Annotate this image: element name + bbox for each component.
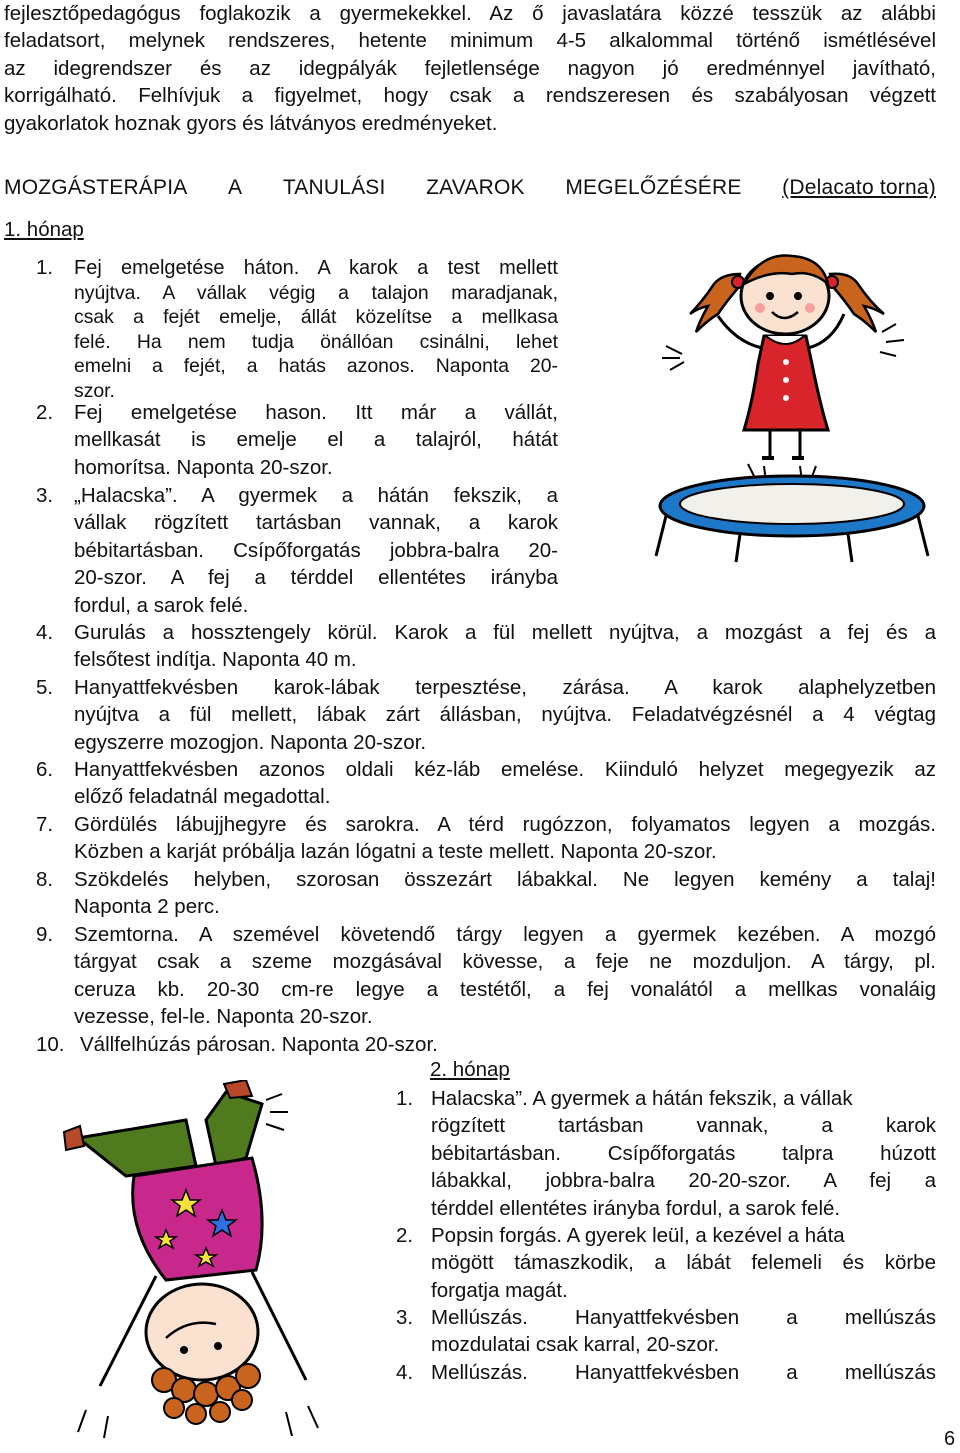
intro-line: az idegrendszer és az idegpályák fejletlensége nagyon jó eredménnyel javítható, [4, 56, 936, 80]
exercise-item-4 [74, 619, 936, 674]
section-title [4, 174, 936, 201]
exercise-item-9 [74, 921, 936, 1031]
title-word: ZAVAROK [426, 176, 525, 199]
item-line: felé. Ha nem tudja önállóan csinálni, lehet [74, 330, 558, 353]
item-number: 1. [396, 1087, 414, 1110]
title-word: A [228, 176, 243, 199]
intro-paragraph [4, 0, 936, 137]
item-number: 1. [36, 256, 54, 279]
month-2-heading: 2. hónap [430, 1058, 510, 1081]
item-line: tárgyat csak a szeme mozgásával kövesse, a feje ne mozduljon. A tárgy, pl. [74, 950, 936, 974]
item-line: előző feladatnál megadottal. [74, 785, 331, 809]
intro-line: feladatsort, melynek rendszeres, hetente minimum 4-5 alkalommal történő ismétlésével [4, 29, 936, 53]
item-number: 5. [36, 676, 54, 699]
item-line: szor. [74, 379, 115, 402]
item-line: lábakkal, jobbra-balra 20-20-szor. A fej a [431, 1169, 936, 1193]
item-line: vezesse, fel-le. Naponta 20-szor. [74, 1005, 373, 1029]
item-line: Szemtorna. A szemével követendő tárgy legyen a gyermek kezében. A mozgó [74, 923, 936, 946]
item-line: Hanyattfekvésben azonos oldali kéz-láb emelése. Kiinduló helyzet megegyezik az [74, 758, 936, 781]
item-line: emelni a fejét, a hatás azonos. Naponta 20- [74, 355, 558, 377]
month2-item-4 [431, 1359, 936, 1386]
title-word: MEGELŐZÉSÉRE [565, 176, 742, 199]
item-line: mellkasát is emelje el a talajról, hátát [74, 428, 558, 452]
month-1-heading: 1. hónap [4, 218, 84, 241]
item-number: 9. [36, 923, 54, 946]
item-line: ceruza kb. 20-30 cm-re legye a testétől, a fej vonalától a mellkas vonaláig [74, 977, 936, 1001]
month2-item-1 [431, 1085, 936, 1222]
item-line: Mellúszás. Hanyattfekvésben a mellúszás [431, 1306, 936, 1329]
item-number: 2. [396, 1224, 414, 1247]
item-line: bébitartásban. Csípőforgatás talpra húzott [431, 1141, 936, 1165]
item-number: 2. [36, 401, 54, 424]
item-line: fordul, a sarok felé. [74, 593, 249, 617]
item-line: mögött támaszkodik, a lábát felemeli és körbe [431, 1251, 936, 1275]
exercise-item-8 [74, 866, 936, 921]
exercise-item-6 [74, 756, 936, 811]
title-word: TANULÁSI [282, 176, 386, 199]
item-number: 10. [36, 1033, 65, 1056]
item-line: forgatja magát. [431, 1278, 568, 1302]
item-line: Popsin forgás. A gyerek leül, a kezével a háta [431, 1224, 845, 1247]
month2-item-2 [431, 1222, 936, 1304]
item-line: rögzített tartásban vannak, a karok [431, 1114, 936, 1138]
item-number: 3. [396, 1306, 414, 1329]
page-number: 6 [944, 1428, 956, 1450]
item-line: vállak rögzített tartásban vannak, a karok [74, 511, 558, 535]
item-number: 4. [396, 1361, 414, 1384]
item-line: bébitartásban. Csípőforgatás jobbra-balra 20- [74, 538, 558, 562]
item-line: egyszerre mozogjon. Naponta 20-szor. [74, 730, 427, 754]
exercise-item-2 [74, 399, 558, 481]
item-line: nyújtva. A vállak végig a talajon maradjanak, [74, 281, 558, 304]
item-number: 8. [36, 868, 54, 891]
item-line: Fej emelgetése háton. A karok a test mellett [74, 257, 558, 279]
intro-line: gyakorlatok hoznak gyors és látványos eredményeket. [4, 111, 498, 135]
intro-line: korrigálható. Felhívjuk a figyelmet, hogy csak a rendszeresen és szabályosan végzett [4, 84, 936, 108]
exercise-item-1 [74, 256, 558, 403]
exercise-item-5 [74, 674, 936, 756]
item-line: térddel ellentétes irányba fordul, a sarok felé. [431, 1196, 841, 1220]
item-line: 20-szor. A fej a térddel ellentétes irányba [74, 566, 558, 590]
item-line: csak a fejét emelje, állát közelítse a mellkasa [74, 306, 558, 328]
item-line: felsőtest indítja. Naponta 40 m. [74, 648, 357, 672]
exercise-item-7 [74, 811, 936, 866]
intro-line: fejlesztőpedagógus foglakozik a gyermekekkel. Az ő javaslatára közzé tesszük az alábbi [4, 2, 936, 25]
item-number: 4. [36, 621, 54, 644]
item-line: Szökdelés helyben, szorosan összezárt lábakkal. Ne legyen kemény a talaj! [74, 868, 936, 891]
item-line: Gördülés lábujjhegyre és sarokra. A térd rugózzon, folyamatos legyen a mozgás. [74, 813, 936, 836]
delacato-link[interactable]: (Delacato torna) [782, 176, 936, 199]
item-line: Mellúszás. Hanyattfekvésben a mellúszás [431, 1361, 936, 1384]
item-number: 3. [36, 484, 54, 507]
item-line: Hanyattfekvésben karok-lábak terpesztése, zárása. A karok alaphelyzetben [74, 676, 936, 699]
item-line: Vállfelhúzás párosan. Naponta 20-szor. [80, 1033, 438, 1056]
item-line: „Halacska”. A gyermek a hátán fekszik, a [74, 484, 558, 507]
item-line: homorítsa. Naponta 20-szor. [74, 455, 333, 479]
item-number: 7. [36, 813, 54, 836]
child-handstand-illustration [56, 1080, 376, 1450]
item-line: Naponta 2 perc. [74, 895, 220, 919]
exercise-item-3 [74, 482, 558, 619]
item-line: Közben a karját próbálja lazán lógatni a teste mellett. Naponta 20-szor. [74, 840, 717, 864]
exercise-item-10 [80, 1031, 936, 1058]
month2-item-3 [431, 1304, 936, 1359]
item-line: Gurulás a hossztengely körül. Karok a fül mellett nyújtva, a mozgást a fej és a [74, 621, 936, 644]
item-line: Fej emelgetése hason. Itt már a vállát, [74, 401, 558, 424]
girl-trampoline-illustration [652, 244, 932, 564]
item-line: mozdulatai csak karral, 20-szor. [431, 1333, 720, 1357]
item-line: Halacska”. A gyermek a hátán fekszik, a vállak [431, 1087, 853, 1110]
item-line: nyújtva a fül mellett, lábak zárt állásban, nyújtva. Feladatvégzésnél a 4 végtag [74, 703, 936, 727]
item-number: 6. [36, 758, 54, 781]
title-word: MOZGÁSTERÁPIA [4, 176, 188, 199]
